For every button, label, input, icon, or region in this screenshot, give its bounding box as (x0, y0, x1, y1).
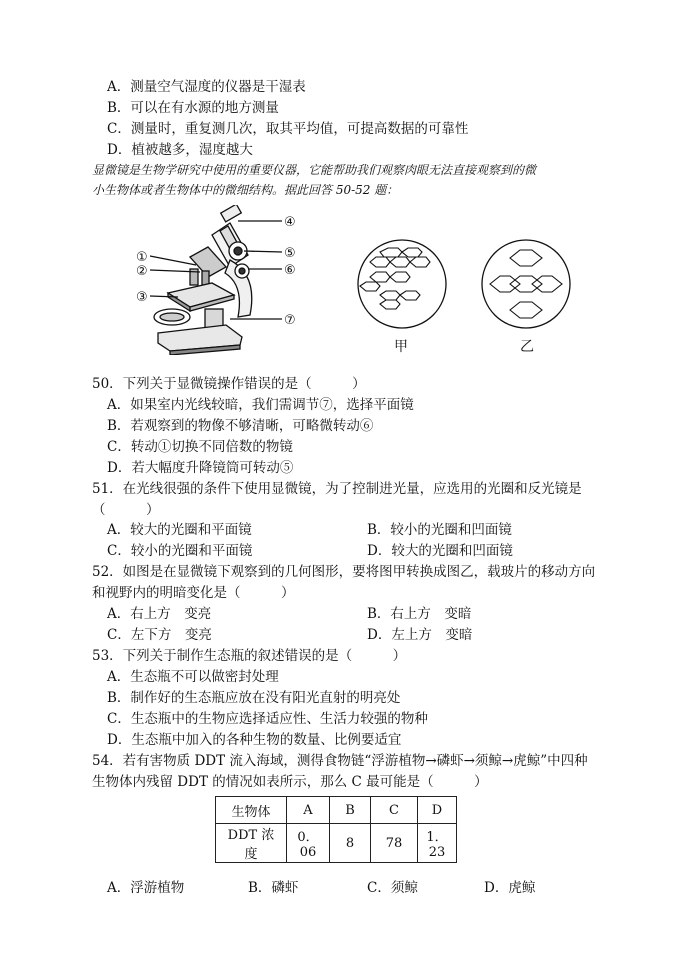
table-cell: 78 (371, 824, 418, 863)
q52-option-b: B．右上方 变暗 (367, 606, 472, 622)
q52-stem-line-2: 和视野内的明暗变化是（ ） (92, 585, 295, 601)
caption-jia: 甲 (394, 339, 408, 355)
q50-option-d: D．若大幅度升降镜筒可转动⑤ (107, 460, 294, 476)
q54-option-c: C．须鲸 (367, 880, 418, 896)
table-cell: A (287, 797, 330, 824)
view-jia-diagram (356, 238, 448, 330)
q50-option-a: A．如果室内光线较暗，我们需调节⑦，选择平面镜 (107, 397, 414, 413)
label-7: ⑦ (284, 313, 296, 328)
q49-option-d: D．植被越多，湿度越大 (107, 142, 253, 158)
q51-option-a: A．较大的光圈和平面镜 (107, 522, 252, 538)
table-cell: 1．23 (418, 824, 457, 863)
table-row (216, 824, 457, 863)
table-cell: DDT 浓度 (216, 824, 287, 863)
label-1: ① (136, 250, 148, 265)
table-cell: 8 (330, 824, 371, 863)
view-yi-diagram (480, 238, 572, 330)
q51-stem-line-2: （ ） (92, 502, 160, 518)
intro-line-1: 显微镜是生物学研究中使用的重要仪器，它能帮助我们观察肉眼无法直接观察到的微 (92, 163, 537, 177)
q52-option-c: C．左下方 变亮 (107, 627, 212, 643)
q54-option-d: D．虎鲸 (484, 880, 536, 896)
label-6: ⑥ (284, 263, 296, 278)
q53-stem: 53．下列关于制作生态瓶的叙述错误的是（ ） (92, 648, 407, 664)
q50-option-b: B．若观察到的物像不够清晰，可略微转动⑥ (107, 418, 374, 434)
q52-option-d: D．左上方 变暗 (367, 627, 473, 643)
q51-stem-line-1: 51．在光线很强的条件下使用显微镜，为了控制进光量，应选用的光圈和反光镜是 (92, 481, 582, 497)
table-cell: 0．06 (287, 824, 330, 863)
q54-option-a: A．浮游植物 (107, 880, 185, 896)
label-3: ③ (136, 290, 148, 305)
intro-line-2: 小生物体或者生物体中的微细结构。据此回答 50-52 题： (92, 183, 399, 197)
microscope-diagram (130, 205, 320, 355)
q51-option-d: D．较大的光圈和凹面镜 (367, 543, 513, 559)
ddt-table (215, 796, 457, 863)
label-4: ④ (284, 215, 296, 230)
q49-option-a: A．测量空气湿度的仪器是干湿表 (107, 79, 306, 95)
table-cell: D (418, 797, 457, 824)
table-cell: 生物体 (216, 797, 287, 824)
table-cell: B (330, 797, 371, 824)
q53-option-b: B．制作好的生态瓶应放在没有阳光直射的明亮处 (107, 690, 401, 706)
q50-stem: 50．下列关于显微镜操作错误的是（ ） (92, 376, 366, 392)
q54-stem-line-2: 生物体内残留 DDT 的情况如表所示，那么 C 最可能是（ ） (92, 774, 488, 790)
q54-stem-line-1: 54．若有害物质 DDT 流入海域，测得食物链“浮游植物→磷虾→须鲸→虎鲸”中四种 (92, 753, 588, 769)
q49-option-b: B．可以在有水源的地方测量 (107, 100, 279, 116)
label-5: ⑤ (284, 246, 296, 261)
q53-option-d: D．生态瓶中加入的各种生物的数量、比例要适宜 (107, 732, 402, 748)
q50-option-c: C．转动①切换不同倍数的物镜 (107, 439, 293, 455)
q54-option-b: B．磷虾 (248, 880, 299, 896)
table-header-row (216, 797, 457, 824)
q49-option-c: C．测量时，重复测几次，取其平均值，可提高数据的可靠性 (107, 121, 469, 137)
q52-stem-line-1: 52．如图是在显微镜下观察到的几何图形，要将图甲转换成图乙，载玻片的移动方向 (92, 564, 596, 580)
q53-option-a: A．生态瓶不可以做密封处理 (107, 669, 279, 685)
q51-option-b: B．较小的光圈和凹面镜 (367, 522, 512, 538)
q52-option-a: A．右上方 变亮 (107, 606, 212, 622)
q51-option-c: C．较小的光圈和平面镜 (107, 543, 253, 559)
table-cell: C (371, 797, 418, 824)
caption-yi: 乙 (520, 339, 534, 355)
label-2: ② (136, 264, 148, 279)
q53-option-c: C．生态瓶中的生物应选择适应性、生活力较强的物种 (107, 711, 428, 727)
